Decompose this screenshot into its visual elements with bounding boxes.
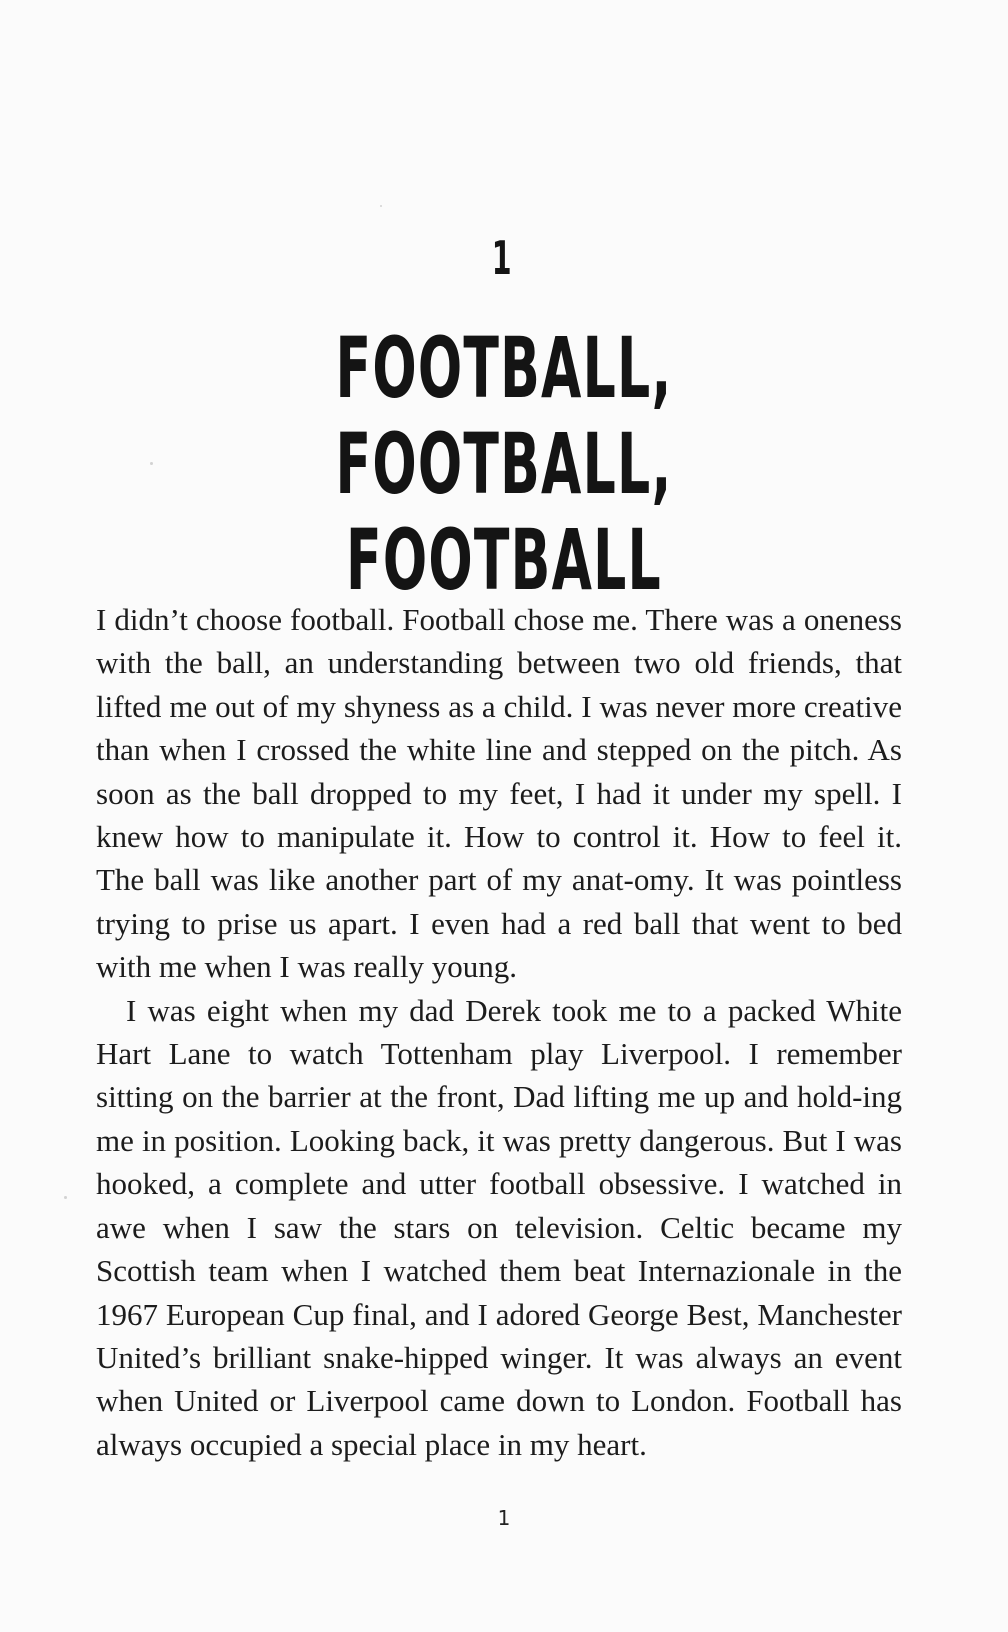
chapter-body (96, 598, 902, 1466)
chapter-title-line-2: FOOTBALL (346, 511, 662, 609)
scan-speck (380, 205, 382, 207)
chapter-number: 1 (491, 231, 512, 285)
paragraph-2: I was eight when my dad Derek took me to a packed White Hart Lane to watch Tottenham play Liverpool. I remember sitting on the barrier at the front, Dad lifting me up and hold-ing me in position. Looking back, it was pretty dangerous. But I was hooked, a complete and utter football obsessive. I watched in awe when I saw the stars on television. Celtic became my Scottish team when I watched them beat Internazionale in the 1967 European Cup final, and I adored George Best, Manchester United’s brilliant snake-hipped winger. It was always an event when United or Liverpool came down to London. Football has always occupied a special place in my heart. (96, 992, 902, 1462)
paragraph-1: I didn’t choose football. Football chose me. There was a oneness with the ball, an understanding between two old friends, that lifted me out of my shyness as a child. I was never more creative than when I crossed the white line and stepped on the pitch. As soon as the ball dropped to my feet, I had it under my spell. I knew how to manipulate it. How to control it. How to feel it. The ball was like another part of my anat-omy. It was pointless trying to prise us apart. I even had a red ball that went to bed with me when I was really young. (96, 602, 902, 985)
page-number: 1 (497, 1506, 511, 1530)
scan-speck (64, 1196, 67, 1199)
scan-speck (150, 462, 153, 465)
chapter-title-line-1: FOOTBALL, FOOTBALL, (335, 319, 673, 513)
